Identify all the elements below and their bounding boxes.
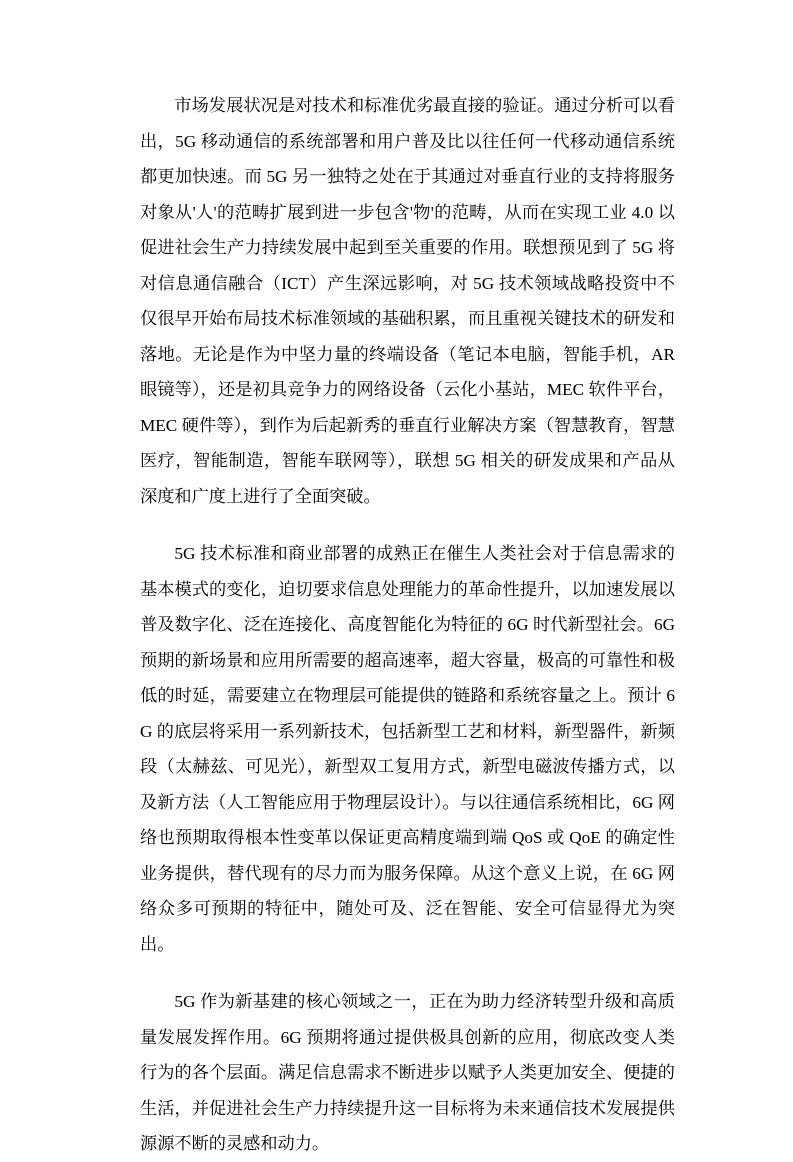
document-body: [140, 88, 675, 1162]
paragraph-3: 5G 作为新基建的核心领域之一，正在为助力经济转型升级和高质量发展发挥作用。6G 预期将通过提供极具创新的应用，彻底改变人类行为的各个层面。满足信息需求不断进步以赋予人类更加安全、便捷的生活，并促进社会生产力持续提升这一目标将为未来通信技术发展提供源源不断的灵感和动力。: [140, 992, 675, 1153]
paragraph-2: 5G 技术标准和商业部署的成熟正在催生人类社会对于信息需求的基本模式的变化，迫切要求信息处理能力的革命性提升，以加速发展以普及数字化、泛在连接化、高度智能化为特征的 6G 时代新型社会。6G 预期的新场景和应用所需要的超高速率，超大容量，极高的可靠性和极低的时延，需要建立在物理层可能提供的链路和系统容量之上。预计 6G 的底层将采用一系列新技术，包括新型工艺和材料，新型器件，新频段（太赫兹、可见光），新型双工复用方式，新型电磁波传播方式，以及新方法（人工智能应用于物理层设计）。与以往通信系统相比，6G 网络也预期取得根本性变革以保证更高精度端到端 QoS 或 QoE 的确定性业务提供，替代现有的尽力而为服务保障。从这个意义上说，在 6G 网络众多可预期的特征中，随处可及、泛在智能、安全可信显得尤为突出。: [140, 544, 675, 954]
paragraph-1: 市场发展状况是对技术和标准优劣最直接的验证。通过分析可以看出，5G 移动通信的系统部署和用户普及比以往任何一代移动通信系统都更加快速。而 5G 另一独特之处在于其通过对垂直行业的支持将服务对象从'人'的范畴扩展到进一步包含'物'的范畴，从而在实现工业 4.0 以促进社会生产力持续发展中起到至关重要的作用。联想预见到了 5G 将对信息通信融合（ICT）产生深远影响，对 5G 技术领域战略投资中不仅很早开始布局技术标准领域的基础积累，而且重视关键技术的研发和落地。无论是作为中坚力量的终端设备（笔记本电脑，智能手机，AR 眼镜等），还是初具竞争力的网络设备（云化小基站，MEC 软件平台，MEC 硬件等），到作为后起新秀的垂直行业解决方案（智慧教育，智慧医疗，智能制造，智能车联网等），联想 5G 相关的研发成果和产品从深度和广度上进行了全面突破。: [140, 96, 675, 506]
